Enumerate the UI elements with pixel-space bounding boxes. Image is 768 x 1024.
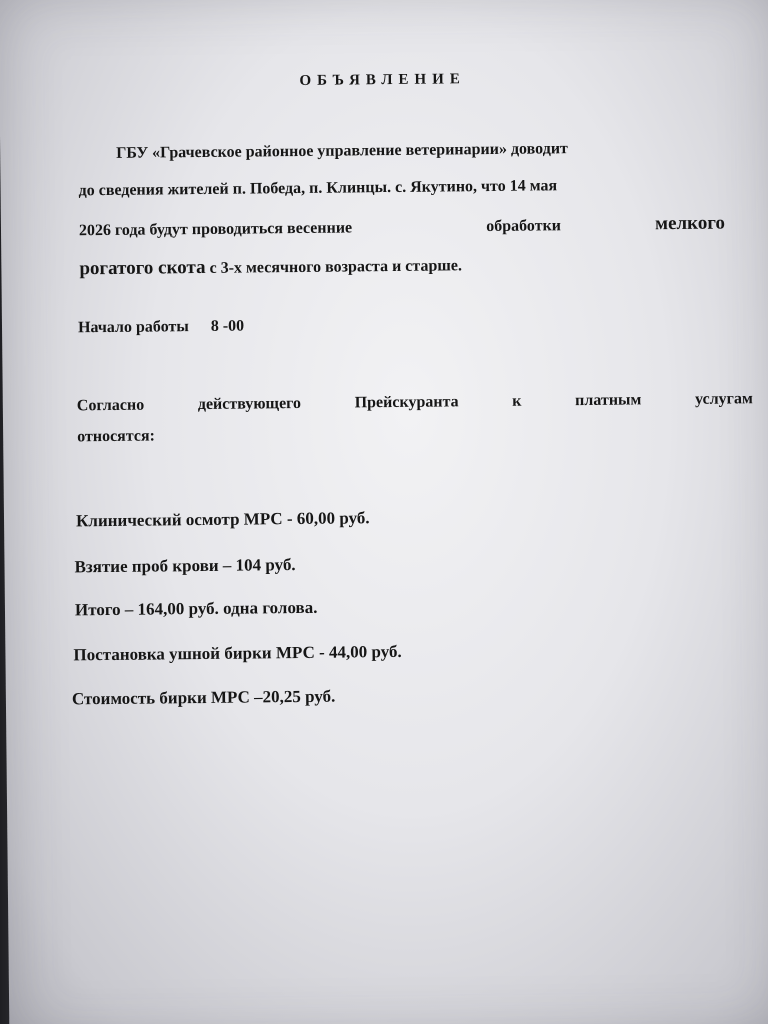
paragraph-2-line-1 <box>77 390 753 415</box>
paragraph-1-line-3-part-1: 2026 года будут проводиться весенние <box>78 219 353 240</box>
paragraph-2-line-2: относятся: <box>77 427 156 446</box>
paragraph-1-line-4 <box>79 254 462 280</box>
price-item-blood-sampling: Взятие проб крови – 104 руб. <box>74 555 296 577</box>
price-item-total: Итого – 164,00 руб. одна голова. <box>74 597 318 620</box>
document-title: ОБЪЯВЛЕНИЕ <box>299 71 466 89</box>
paragraph-1-line-3 <box>79 213 725 242</box>
price-item-clinical-exam: Клинический осмотр МРС - 60,00 руб. <box>75 508 370 531</box>
start-time-label: Начало работы <box>77 318 189 337</box>
paragraph-2-word-6: услугам <box>694 390 753 408</box>
paragraph-1-line-4-rest: с 3-х месячного возраста и старше. <box>205 257 463 277</box>
paragraph-2-word-2: действующего <box>197 394 302 414</box>
paragraph-1-line-3-part-3: мелкого <box>654 212 726 235</box>
paragraph-2-word-4: к <box>512 392 522 410</box>
paragraph-2-word-5: платным <box>575 391 642 410</box>
paragraph-2-word-1: Согласно <box>76 396 145 415</box>
paragraph-1-line-4-emphasis: рогатого скота <box>79 256 206 280</box>
price-item-ear-tag-cost: Стоимость бирки МРС –20,25 руб. <box>71 686 336 709</box>
paragraph-2-word-3: Прейскуранта <box>354 393 459 412</box>
paragraph-1-line-3-part-2: обработки <box>486 217 562 236</box>
start-time-line <box>78 318 244 338</box>
paragraph-1-line-1: ГБУ «Грачевское районное управление ветеринарии» доводит <box>116 140 568 162</box>
paragraph-1-line-2: до сведения жителей п. Победа, п. Клинцы. с. Якутино, что 14 мая <box>78 177 558 200</box>
price-item-ear-tag-placement: Постановка ушной бирки МРС - 44,00 руб. <box>73 641 402 665</box>
start-time-value: 8 -00 <box>210 317 245 335</box>
